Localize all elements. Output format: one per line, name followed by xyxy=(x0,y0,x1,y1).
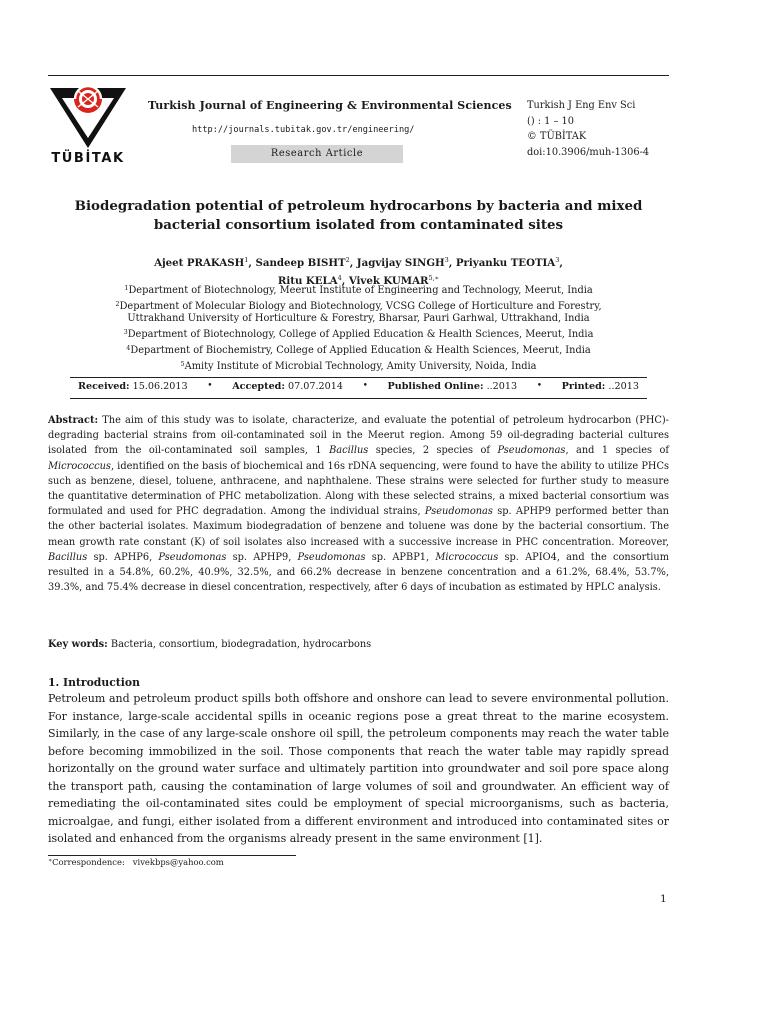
affiliation-mark: 3 xyxy=(123,328,128,337)
printed-date xyxy=(562,381,639,392)
journal-name: Turkish Journal of Engineering & Environmental Sciences xyxy=(148,99,512,112)
author-separator: , xyxy=(248,257,256,269)
affiliation-text: Department of Molecular Biology and Biotechnology, VCSG College of Horticulture and Forestry, xyxy=(119,300,602,312)
publication-dates xyxy=(70,381,647,392)
abstract-segment: , identified on the basis of biochemical and 16s rDNA sequencing, were found to have the ability to utilize PHCs such as benzene, diesel, toluene, anthracene, and naphthalene. These strains were selected for further study to measure the quantitative determination of PHC metabolization. Along with these selected strains, a mixed bacterial consortium was formulated and used for PHC degradation. Among the individual strains, xyxy=(48,460,669,518)
author-line-1 xyxy=(48,253,669,271)
author-separator: , xyxy=(448,257,456,269)
affiliation-text: Uttrakhand University of Horticulture & Forestry, Bharsar, Pauri Garhwal, Uttrakhand, India xyxy=(127,313,590,325)
affiliation-mark: 4 xyxy=(126,343,131,352)
author-affil-mark: 3 xyxy=(555,256,560,264)
abstract xyxy=(48,413,669,595)
affiliation-text: Department of Biotechnology, Meerut Institute of Engineering and Technology, Meerut, India xyxy=(128,285,593,296)
received-label: Received: xyxy=(78,381,130,392)
affiliation-mark: 1 xyxy=(124,284,129,292)
affiliation-item xyxy=(48,358,669,374)
introduction-body xyxy=(48,690,669,848)
footnote-label: Correspondence: xyxy=(52,857,125,867)
accepted-label: Accepted: xyxy=(232,381,285,392)
affiliation-mark: 2 xyxy=(115,299,120,308)
author-affil-mark: 3 xyxy=(444,256,449,264)
citation-meta xyxy=(527,98,649,160)
abstract-segment: The aim of this study was to isolate, characterize, and evaluate the potential of petroleum hydrocarbon (PHC)-degrading bacterial strains from oil-contaminated soil in the Meerut region. Among 59 oil-degrading bacterial cultures isolated from the oil-contaminated soil samples, 1 xyxy=(48,415,669,457)
author-separator: , xyxy=(341,275,349,287)
abstract-segment: sp. APBP1, xyxy=(365,551,436,563)
meta-journal-abbrev: Turkish J Eng Env Sci xyxy=(527,100,636,111)
abstract-italic: Pseudomonas xyxy=(497,445,566,457)
affiliation-item xyxy=(48,342,669,358)
bullet-separator: • xyxy=(536,381,543,391)
affiliation-text: Department of Biotechnology, College of Applied Education & Health Sciences, Meerut, India xyxy=(127,329,594,341)
abstract-segment: , and 1 species of xyxy=(565,445,669,457)
printed-value: ..2013 xyxy=(608,381,639,392)
bullet-separator: • xyxy=(362,381,368,391)
accepted-value: 07.07.2014 xyxy=(288,381,343,392)
abstract-segment: sp. APHP9, xyxy=(226,551,298,563)
paper-title-line-2: bacterial consortium isolated from contaminated sites xyxy=(153,217,564,233)
author-affil-mark: 1 xyxy=(244,256,249,264)
page-number: 1 xyxy=(660,893,667,905)
received-value: 15.06.2013 xyxy=(132,381,188,392)
affiliation-item xyxy=(48,298,669,314)
abstract-segment: sp. APHP6, xyxy=(87,551,159,563)
abstract-italic: Pseudomonas xyxy=(424,506,493,518)
author-name: Sandeep BISHT xyxy=(255,257,346,269)
abstract-segment: species, 2 species of xyxy=(368,445,498,457)
printed-label: Printed: xyxy=(561,381,606,392)
meta-doi[interactable]: doi:10.3906/muh-1306-4 xyxy=(527,146,650,158)
abstract-italic: Micrococcus xyxy=(435,551,499,563)
abstract-segment: sp. APIO4, and the consortium resulted in a 54.8%, 60.2%, 40.9%, 32.5%, and 66.2% decrease in benzene concentration and a 61.2%, 68.4%, 53.7%, 39.3%, and 75.4% decrease in diesel concentration, respectively, after 6 days of incubation as estimated by HPLC analysis. xyxy=(48,551,670,594)
abstract-italic: Micrococcus xyxy=(48,460,111,472)
section-heading-introduction: 1. Introduction xyxy=(48,676,140,689)
footnote-rule xyxy=(48,855,296,856)
author-name: Ritu KELA xyxy=(277,275,338,287)
abstract-label: Abstract: xyxy=(48,415,99,426)
affiliation-item xyxy=(48,313,669,326)
received-date xyxy=(78,381,188,392)
affiliation-item xyxy=(48,326,669,342)
article-type-badge: Research Article xyxy=(231,145,403,163)
keywords xyxy=(48,639,669,650)
paper-title-line-1: Biodegradation potential of petroleum hydrocarbons by bacteria and mixed xyxy=(74,198,643,214)
author-name: Priyanku TEOTIA xyxy=(455,257,556,269)
paper-title xyxy=(48,197,669,235)
keywords-label: Key words: xyxy=(48,639,108,650)
correspondence-footnote xyxy=(48,857,224,867)
dates-top-rule xyxy=(70,377,647,378)
author-name: Ajeet PRAKASH xyxy=(154,257,245,269)
correspondence-email-link[interactable]: vivekbps@yahoo.com xyxy=(132,857,224,867)
accepted-date xyxy=(232,381,343,392)
header-top-rule xyxy=(48,75,669,76)
abstract-text xyxy=(48,413,669,595)
abstract-italic: Pseudomonas xyxy=(158,551,227,563)
footnote-mark: ∗ xyxy=(48,857,53,864)
affiliation-item xyxy=(48,282,669,298)
abstract-segment: sp. APHP9 performed better than the other bacterial isolates. Maximum biodegradation of benzene and toluene was done by the bacterial consortium. The mean growth rate constant (K) of soil isolates also increased with a successive increase in PHC concentration. Moreover, xyxy=(48,506,669,548)
tubitak-logo xyxy=(48,82,128,164)
author-affil-mark: 5,∗ xyxy=(428,274,440,282)
abstract-italic: Bacillus xyxy=(329,445,369,457)
online-date xyxy=(388,381,518,392)
online-value: ..2013 xyxy=(486,381,518,392)
affiliation-text: Amity Institute of Microbial Technology, Amity University, Noida, India xyxy=(184,360,537,372)
online-label: Published Online: xyxy=(387,381,484,392)
abstract-italic: Pseudomonas xyxy=(297,551,366,563)
author-affil-mark: 4 xyxy=(337,274,342,282)
meta-volume-pages: () : 1 – 10 xyxy=(527,115,574,127)
journal-url-link[interactable]: http://journals.tubitak.gov.tr/engineering/ xyxy=(192,125,415,135)
affiliation-text: Department of Biochemistry, College of Applied Education & Health Sciences, Meerut, India xyxy=(130,344,591,356)
meta-copyright: © TÜBİTAK xyxy=(527,131,587,143)
logo-wordmark: TÜBİTAK xyxy=(51,151,125,166)
affiliation-list xyxy=(48,282,669,373)
author-separator: , xyxy=(349,257,357,269)
introduction-paragraph: Petroleum and petroleum product spills both offshore and onshore can lead to severe environmental pollution. For instance, large-scale accidental spills in oceanic regions pose a great threat to the marine ecosystem. Similarly, in the case of any large-scale onshore oil spill, the petroleum components may reach the water table before becoming immobilized in the soil. Those components that reach the water table may rapidly spread horizontally on the ground water surface and ultimately partition into groundwater and soil pore space along the transport path, causing the contamination of large volumes of soil and groundwater. An efficient way of remediating the oil-contaminated sites could be employment of special microorganisms, such as bacteria, microalgae, and fungi, either isolated from a different environment and introduced into contaminated sites or isolated and enhanced from the organisms already present in the same environment [1]. xyxy=(48,692,669,845)
affiliation-mark: 5 xyxy=(180,359,185,368)
author-affil-mark: 2 xyxy=(345,256,350,264)
author-name: Jagvijay SINGH xyxy=(356,257,445,269)
bullet-separator: • xyxy=(207,381,213,391)
tubitak-emblem-icon xyxy=(48,82,128,150)
abstract-italic: Bacillus xyxy=(48,551,88,563)
keywords-text: Bacteria, consortium, biodegradation, hydrocarbons xyxy=(107,639,372,650)
author-name: Vivek KUMAR xyxy=(348,275,429,287)
dates-bottom-rule xyxy=(70,398,647,399)
author-separator: , xyxy=(559,257,563,269)
